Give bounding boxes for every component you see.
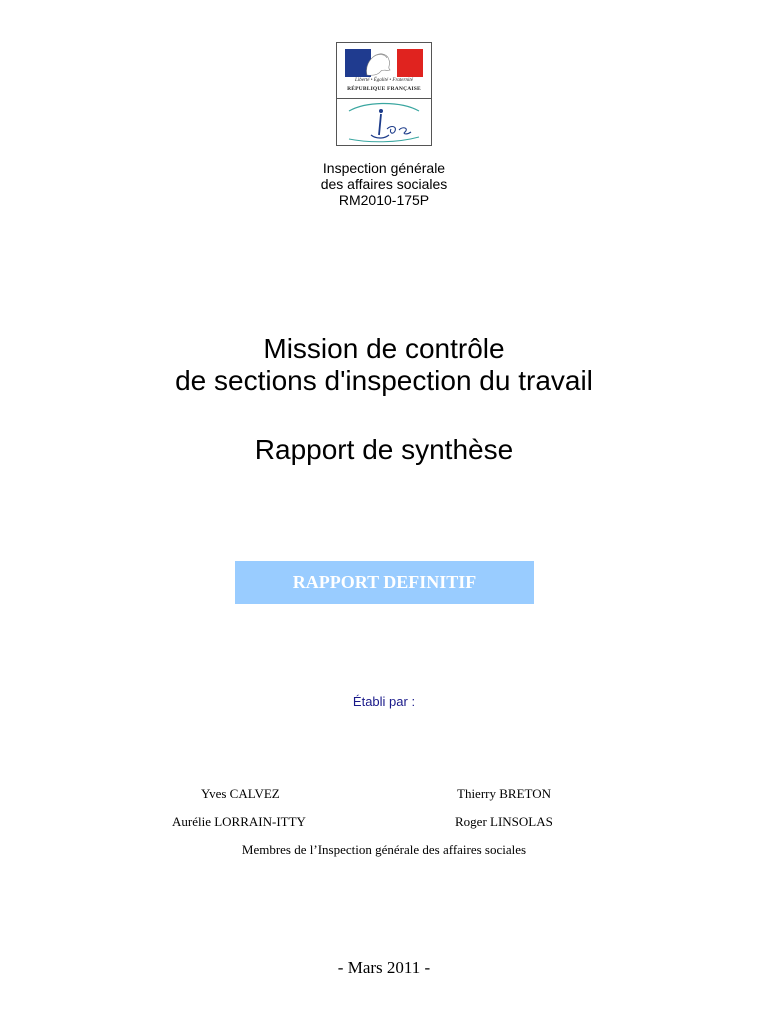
report-subtitle: Rapport de synthèse (254, 434, 514, 465)
author-name: Thierry BRETON (457, 786, 551, 801)
title-line2: de sections d'inspection du travail (175, 365, 593, 396)
igas-logo-block (336, 42, 432, 146)
motto-text: Liberté • Égalité • Fraternité (355, 78, 413, 83)
report-date: - Mars 2011 - (337, 958, 431, 977)
agency-header (0, 160, 768, 208)
agency-name-line2: des affaires sociales (320, 176, 448, 192)
marianne-logo (337, 43, 431, 99)
republique-francaise-text: RÉPUBLIQUE FRANÇAISE (347, 86, 421, 92)
agency-name-line1: Inspection générale (322, 160, 446, 176)
author-name: Roger LINSOLAS (455, 814, 553, 829)
established-by-label: Établi par : (352, 694, 416, 709)
author-name: Aurélie LORRAIN-ITTY (172, 814, 306, 829)
marianne-flag-icon (345, 49, 423, 77)
igas-emblem-icon (345, 101, 423, 143)
author-name: Yves CALVEZ (201, 786, 280, 801)
title-line1: Mission de contrôle (263, 333, 505, 364)
status-badge: RAPPORT DEFINITIF (235, 561, 534, 604)
report-reference: RM2010-175P (338, 192, 430, 208)
page-title (0, 333, 768, 397)
authors-affiliation: Membres de l’Inspection générale des affaires sociales (241, 842, 527, 857)
